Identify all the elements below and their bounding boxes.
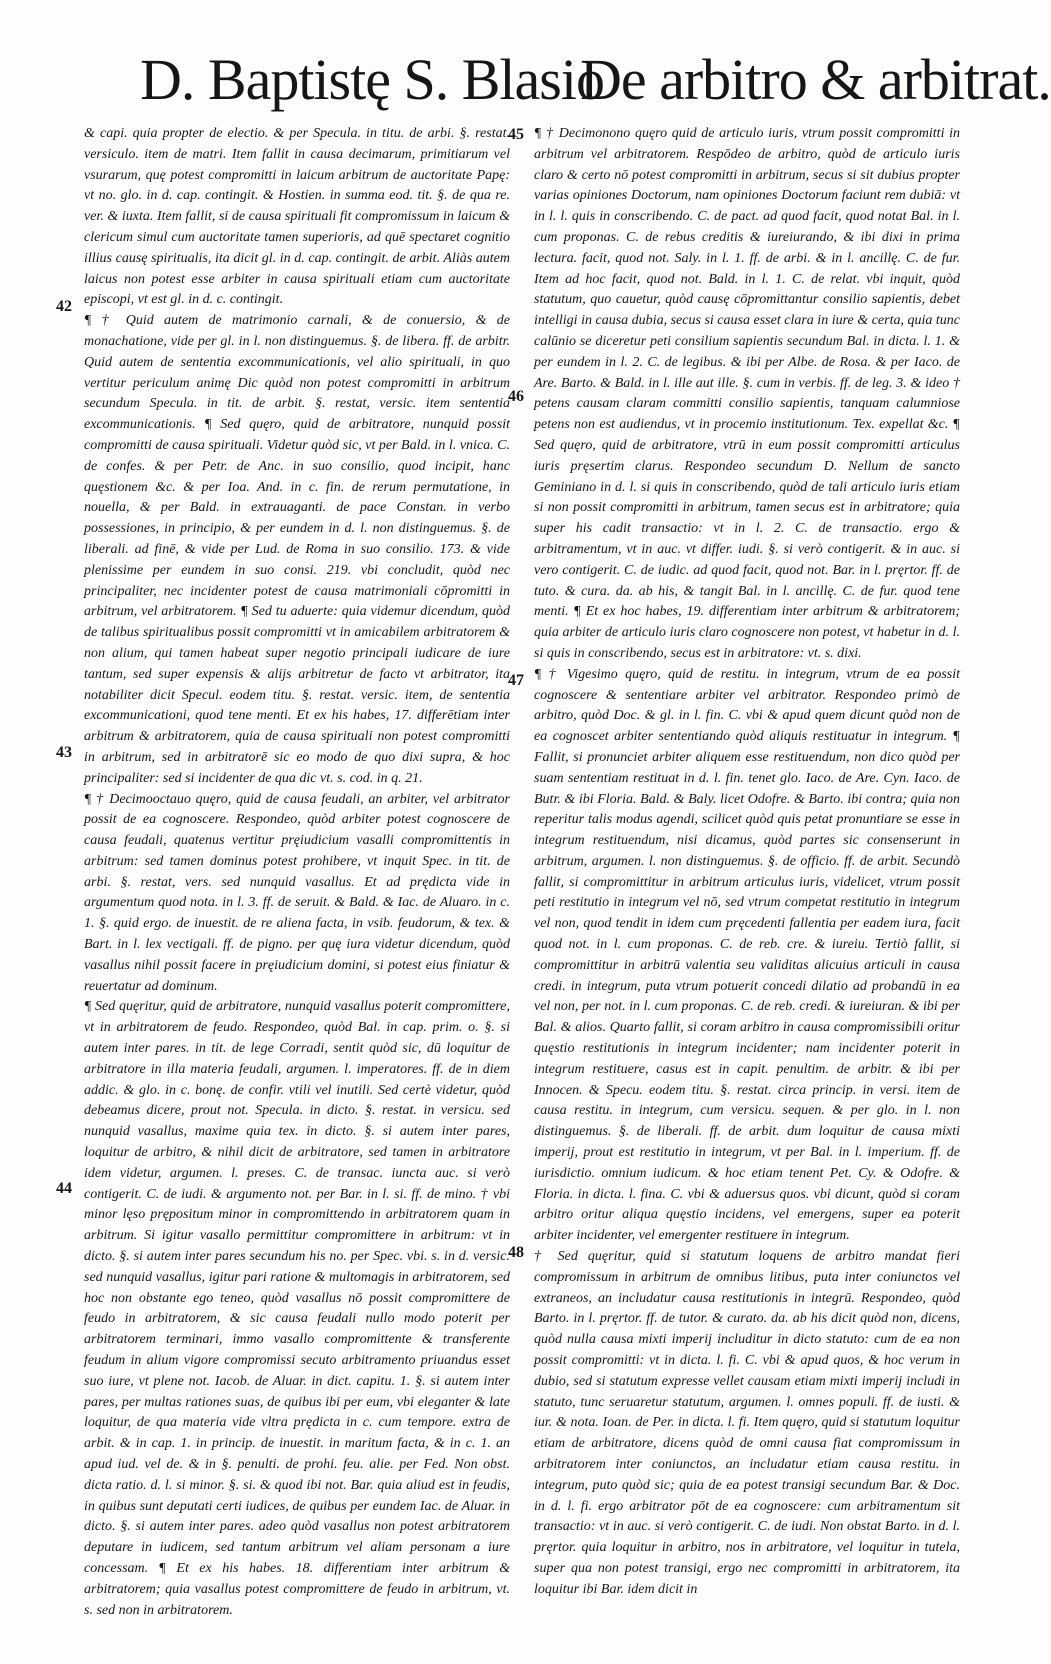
margin-number-48: 48 (508, 1244, 524, 1261)
paragraph: ¶ † Quid autem de matrimonio carnali, & de conuersio, & de monachatione, vide per gl. in l. non distinguemus. §. de libera. ff. de arbitr. Quid autem de sententia excommunicationis, vel alio spirituali, in quo vertitur periculum animę Dic quòd non potest compromitti in arbitrum secundum Specula. in tit. de arbit. §. restat, versic. item sententia excommunicationis. ¶ Sed quęro, quid de arbitratore, nunquid possit compromitti de causa spirituali. Videtur quòd sic, vt per Bald. in l. vnica. C. de confes. & per Petr. de Anc. in suo consilio, quod incipit, hanc quęstionem &c. & per Ioa. And. in c. fin. de rerum permutatione, in nouella, & per Bald. in extrauaganti. de pace Constan. in verbo possessiones, in principio, & per eundem in d. l. non distinguemus. §. de liberali. ad finē, & vide per Lud. de Roma in suo consilio. 173. & vide plenissime per eundem in suo consi. 219. vbi concludit, quòd nec principaliter, nec incidenter potest de causa matrimoniali cōpromitti in arbitrum, vel arbitratorem. ¶ Sed tu aduerte: quia videmur dicendum, quòd de talibus spiritualibus possit compromitti vt in amicabilem arbitratorem & non alium, qui tamen habeat super negotio principali iudicare de iure tantum, sed super expensis & alijs arbitretur de facto vt arbitrator, ita notabiliter dicit Specul. eodem titu. §. restat. versic. item, de sententia excommunicationi, quod tene menti. Et ex his habes, 17. differētiam inter arbitrum & arbitratorem, quia de causa spirituali non potest compromitti in arbitrum, sed in arbitratorē sic eo modo de quo dixi supra, & hoc principaliter: sed si incidenter de qua dic vt. s. cod. in q. 21. (84, 313, 510, 786)
running-head-author: D. Baptistę S. Blasio (140, 47, 604, 112)
margin-number-42: 42 (56, 298, 72, 315)
margin-number-46: 46 (508, 388, 524, 405)
paragraph: & capi. quia propter de electio. & per Specula. in titu. de arbi. §. restat. versiculo. item de matri. Item fallit in causa decimarum, primitiarum vel vsurarum, quę potest compromitti in laicum arbitrum de auctoritate Papę: vt no. glo. in d. cap. contingit. & Hostien. in summa eod. tit. §. de qua re. ver. & iuxta. Item fallit, si de causa spirituali fit compromissum in laicum & clericum simul cum auctoritate tamen superioris, ad quē spectaret cognitio illius causę spiritualis, ita dicit gl. in d. cap. contingit. de arbit. Aliàs autem laicus non potest esse arbiter in causa spirituali etiam cum auctoritate episcopi, vt est gl. in d. c. contingit. (84, 126, 510, 308)
paragraph: ¶ † Vigesimo quęro, quid de restitu. in integrum, vtrum de ea possit cognoscere & sententiare arbiter vel arbitrator. Respondeo primò de arbitro, quòd Doc. & gl. in l. fin. C. vbi & apud quem dicunt quòd non de ea cognoscet arbiter sententiando quòd aliquis restituatur in integrum. ¶ Fallit, si pronunciet arbiter aliquem esse restituendum, non dico quòd per suam sententiam restituat in d. l. fin. tenet glo. Iaco. de Are. Cyn. Iaco. de Butr. & ibi Floria. Bald. & Baly. licet Odofre. & Barto. ibi contra; quia non reperitur talis modus agendi, scilicet quòd quis petat pronuntiare se esse in integrum restituendum, nisi dicamus, quòd partes sic consenserunt in arbitrum, argumen. l. non distinguemus. §. de officio. ff. de arbit. Secundò fallit, si compromittitur in arbitrum articulus iuris, videlicet, vtrum possit peti restitutio in integrum vel nō, sed vtrum competat restitutio in integrum vel non, quod tendit in idem cum pręcedenti fallentia per eadem iura, facit quod not. in l. cum proponas. C. de reb. cre. & iureiu. Tertiò fallit, si compromittitur in arbitrū valentia seu validitas alicuius articuli in causa credi. in integrum, puta vtrum potuerit concedi dilatio ad probandū in ea vel non, per not. in l. cum proponas. C. de reb. credi. & iureiuran. & ibi per Bal. & alios. Quarto fallit, si coram arbitro in causa compromissibili oritur quęstio restitutionis in integrum incidenter; nam incidenter poterit in integrum restituere, casus est in capit. penultim. de arbitr. & ibi per Innocen. & Specu. eodem titu. §. restat. circa princip. in versi. item de causa restitu. in integrum, cum versicu. sequen. & per glo. in l. non distinguemus. §. de liberali. ff. de arbit. dum loquitur de causa mixti imperij, prout est restitutio in integrum, vt per Bal. in l. imperium. ff. de iurisdictio. omnium iudicum. & hoc etiam tenent Pet. Cy. & Odofre. & Floria. in dicta. l. fina. C. vbi & aduersus quos. vbi dicunt, quòd si coram arbitro oritur aliqua quęstio incidens, vel emergens, super ea poterit arbiter incidenter, vel emergenter restituere in integrum. (534, 666, 960, 1244)
right-text-column (534, 124, 960, 1644)
margin-number-43: 43 (56, 744, 72, 761)
paragraph: ¶ Sed quęritur, quid de arbitratore, nunquid vasallus poterit compromittere, vt in arbitratorem de feudo. Respondeo, quòd Bal. in cap. prim. o. §. si autem inter pares. in tit. de lege Corradi, sentit quòd sic, dū loquitur de arbitratore in illa materia feudali, argumen. l. imperatores. ff. de in diem addic. & glo. in c. bonę. de confir. vtili vel inutili. Sed certè videtur, quòd debeamus dicere, prout not. Specula. in dicto. §. restat. in versicu. sed nunquid vasallus, maxime quia tex. in dicto. §. si autem inter pares, loquitur de arbitro, & nihil dicit de arbitratore, sed tamen in arbitratore idem videtur, argumen. l. preses. C. de transac. iuncta auc. si verò contigerit. C. de iudi. & argumento not. per Bar. in l. si. ff. de mino. † vbi minor lęso prępositum minor in compromittendo in arbitratorem quam in arbitrum. Si igitur vasallo permittitur compromittere in arbitrum: vt in dicto. §. si autem inter pares secundum his no. per Spec. vbi. s. in d. versic. sed nunquid vasallus, igitur pari ratione & multomagis in arbitratorem, sed hoc non obstante ego teneo, quòd vasallus nō possit compromittere de feudo in arbitratorem, & sic causa feudali nullo modo poterit per arbitratorem terminari, immo vasallo compromittente & transferente feudum in alium vigore compromissi secuto arbitramento priuandus esset suo iure, vt plene not. Iacob. de Aluar. in dict. capitu. 1. §. si autem inter pares, per multas rationes suas, de quibus ibi per eum, vbi eleganter & late loquitur, de qua materia vide vltra prędicta in c. cum tempore. extra de arbit. & in cap. 1. in princip. de inuestit. in maritum facta, & in c. 1. an apud iud. vel de. & in §. penulti. de prohi. feu. alie. per Fed. Non obst. dicta ratio. d. l. si minor. §. si. & quod ibi not. Bar. quia aliud est in feudis, in quibus sunt deputati certi iudices, de quibus per eundem Iac. de Aluar. in dicto. §. si autem inter pares. adeo quòd vasallus non potest arbitratorem deputare in iudicem, sed tantum arbitrum vel aliam personam a iure concessam. ¶ Et ex his habes. 18. differentiam inter arbitrum & arbitratorem; quia vasallus potest compromittere de feudo in arbitrum, vt. s. sed non in arbitratorem. (84, 999, 510, 1618)
margin-number-44: 44 (56, 1180, 72, 1197)
margin-number-45: 45 (508, 126, 524, 143)
running-head-title: De arbitro & arbitrat. (580, 47, 1051, 112)
left-text-column (84, 124, 510, 1644)
paragraph: ¶ † Decimonono quęro quid de articulo iuris, vtrum possit compromitti in arbitrum vel arbitratorem. Respōdeo de arbitro, quòd de articulo iuris claro & certo nō potest compromitti in arbitrum, secus si sit dubius propter varias opiniones Doctorum, nam opiniones Doctorum faciunt rem dubiā: vt in l. l. quis in conscribendo. C. de pact. ad quod facit, quod notat Bal. in l. cum proponas. C. de rebus creditis & iureiurando, & ibi dixi in prima lectura. facit, quod not. Saly. in l. 1. ff. de arbi. & in l. ancillę. C. de fur. Item ad hoc facit, quod not. Bald. in l. 1. C. de relat. vbi inquit, quòd statutum, quo cauetur, quòd causę cōpromittantur consilio sapientis, debet intelligi in causa dubia, secus si causa esset clara in iure & certa, quia tunc calūnio se diceretur peti consilium sapientis secundum Bal. in dicta. l. 1. & per eundem in l. 2. C. de legibus. & ibi per Albe. de Rosa. & per Iaco. de Are. Barto. & Bald. in l. ille aut ille. §. cum in verbis. ff. de leg. 3. & ideo † petens causam claram committi consilio sapientis, tanquam calumniose petens non est audiendus, vt in procemio institutionum. Tex. expellat &c. ¶ Sed quęro, quid de arbitratore, vtrū in eum possit compromitti articulus iuris pręsertim clarus. Respondeo secundum D. Nellum de sancto Geminiano in d. l. si quis in conscribendo, quòd de tali articulo iuris etiam si non possit compromitti in arbitrum, tamen secus est in arbitratore; quia super his cadit transactio: vt in l. 2. C. de transactio. ergo & arbitramentum, vt in auc. vt differ. iudi. §. si verò contigerit. & in auc. si vero contigerit. C. de iudic. ad quod facit, quod not. Bar. in l. pręrtor. ff. de tuto. & cura. da. ab his, & tangit Bal. in l. ancillę. C. de fur. quod tene menti. ¶ Et ex hoc habes, 19. differentiam inter arbitrum & arbitratorem; quia arbiter de articulo iuris claro cognoscere non potest, vt habetur in d. l. si quis in conscribendo, secus est in arbitratore: vt. s. dixi. (534, 126, 960, 661)
page-header (70, 40, 1051, 120)
margin-number-47: 47 (508, 672, 524, 689)
paragraph: † Sed quęritur, quid si statutum loquens de arbitro mandat fieri compromissum in arbitrum de omnibus litibus, puta inter coniunctos vel extraneos, an includatur causa restitutionis in integrū. Respondeo, quòd Barto. in l. pręrtor. ff. de tutor. & curato. da. ab his dicit quòd non, dicens, quòd nulla causa mixti imperij includitur in dicto statuto: cum de ea non possit compromitti: vt in dicta. l. fi. C. vbi & apud quos, & hoc verum in dubio, sed si statutum expresse vellet causam etiam mixti imperij includi in statuto, tunc seruaretur statutum, argumen. l. omnes populi. ff. de iusti. & iur. & nota. Ioan. de Per. in dicta. l. fi. Item quęro, quid si statutum loquitur etiam de arbitratore, dicens quòd de omni causa fiat compromissum in arbitratorem inter coniunctos, an includatur etiam causa restitu. in integrum, puto quòd sic; quia de ea potest transigi secundum Bar. & Doc. in d. l. fi. ergo arbitrator pōt de ea cognoscere: cum arbitramentum sit transactio: vt in auc. si verò contigerit. C. de iudi. Non obstat Barto. in d. l. pręrtor. quia loquitur in arbitro, nos in arbitratore, vel loquitur in tutela, super qua non potest transigi, ergo nec compromitti in arbitratorem, ita loquitur ibi Bar. idem dicit in (534, 1249, 960, 1597)
paragraph: ¶ † Decimooctauo quęro, quid de causa feudali, an arbiter, vel arbitrator possit de ea cognoscere. Respondeo, quòd arbiter potest cognoscere de causa feudali, quatenus vertitur pręiudicium vasalli compromittentis in arbitrum: sed tamen dominus potest prohibere, vt inquit Spec. in tit. de arbi. §. restat, vers. sed nunquid vasallus. Et ad prędicta vide in argumentum quod nota. in l. 3. ff. de seruit. & Bald. & Iac. de Aluaro. in c. 1. §. quid ergo. de inuestit. de re aliena facta, in vsib. feudorum, & tex. & Bart. in l. lex vectigali. ff. de pigno. per quę iura videtur dicendum, quòd vasallus nihil possit facere in pręiudicium domini, si potest eius finiatur & reuertatur ad dominum. (84, 791, 510, 994)
